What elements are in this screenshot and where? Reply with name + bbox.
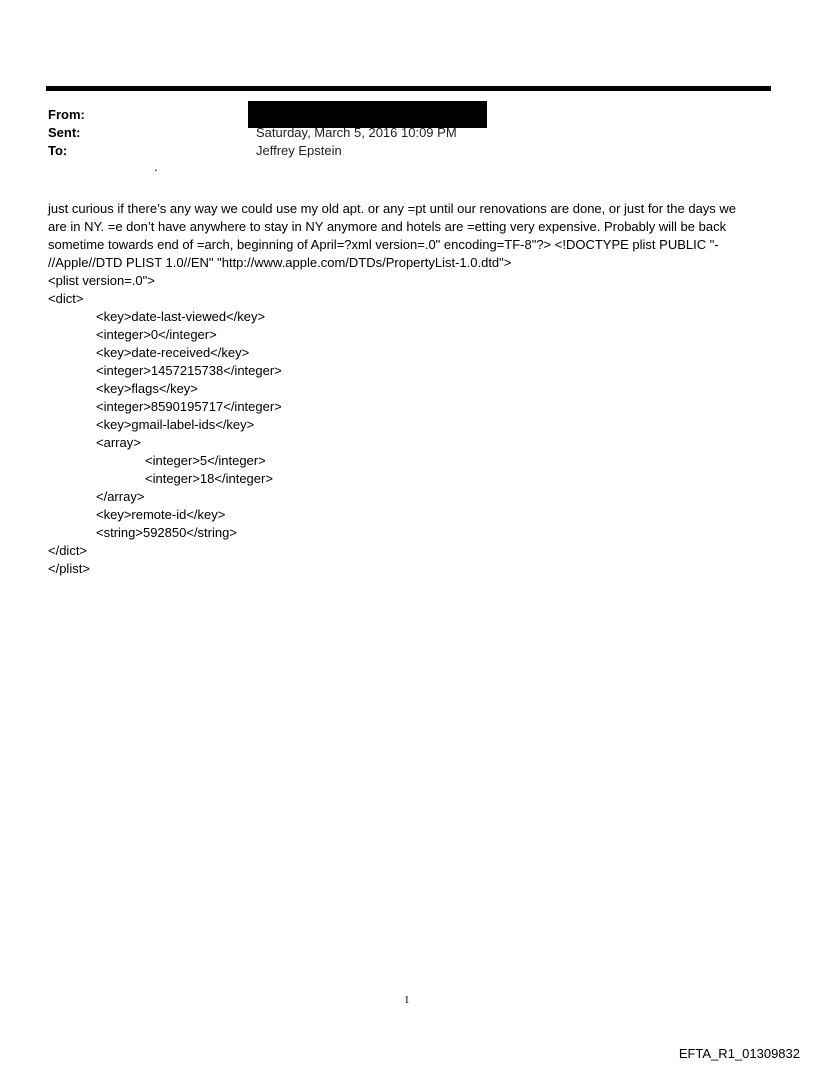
- plist-line: <dict>: [48, 291, 84, 306]
- body-line: //Apple//DTD PLIST 1.0//EN" "http://www.apple.com/DTDs/PropertyList-1.0.dtd">: [48, 255, 512, 270]
- plist-line: </array>: [96, 489, 145, 504]
- body-line: just curious if there’s any way we could use my old apt. or any =pt until our renovations are done, or just for the days we: [48, 201, 737, 216]
- to-label: To:: [48, 143, 68, 158]
- plist-line: <key>flags</key>: [96, 381, 198, 396]
- plist-line: </dict>: [48, 543, 88, 558]
- plist-line: <key>remote-id</key>: [96, 507, 226, 522]
- to-value: Jeffrey Epstein: [256, 143, 342, 158]
- header-rule: [46, 86, 771, 91]
- plist-line: <string>592850</string>: [96, 525, 237, 540]
- sent-value: Saturday, March 5, 2016 10:09 PM: [256, 125, 457, 140]
- plist-line: <integer>18</integer>: [145, 471, 273, 486]
- sent-label: Sent:: [48, 125, 81, 140]
- plist-line: <key>date-last-viewed</key>: [96, 309, 266, 324]
- email-body: [48, 200, 788, 578]
- plist-line: <plist version=.0">: [48, 273, 155, 288]
- plist-line: <integer>5</integer>: [145, 453, 266, 468]
- plist-line: <integer>8590195717</integer>: [96, 399, 282, 414]
- plist-line: <key>date-received</key>: [96, 345, 250, 360]
- page-number: 1: [404, 994, 410, 1006]
- body-line: sometime towards end of =arch, beginning of April=?xml version=.0" encoding=TF-8"?> <!DOCTYPE plist PUBLIC "-: [48, 237, 719, 252]
- plist-line: <integer>1457215738</integer>: [96, 363, 282, 378]
- from-label: From:: [48, 107, 85, 122]
- plist-line: <array>: [96, 435, 141, 450]
- plist-line: <integer>0</integer>: [96, 327, 217, 342]
- plist-line: </plist>: [48, 561, 90, 576]
- document-id: EFTA_R1_01309832: [678, 1046, 800, 1061]
- plist-line: <key>gmail-label-ids</key>: [96, 417, 255, 432]
- body-line: are in NY. =e don’t have anywhere to stay in NY anymore and hotels are =etting very expensive. Probably will be back: [48, 219, 727, 234]
- stray-mark: .: [154, 159, 158, 174]
